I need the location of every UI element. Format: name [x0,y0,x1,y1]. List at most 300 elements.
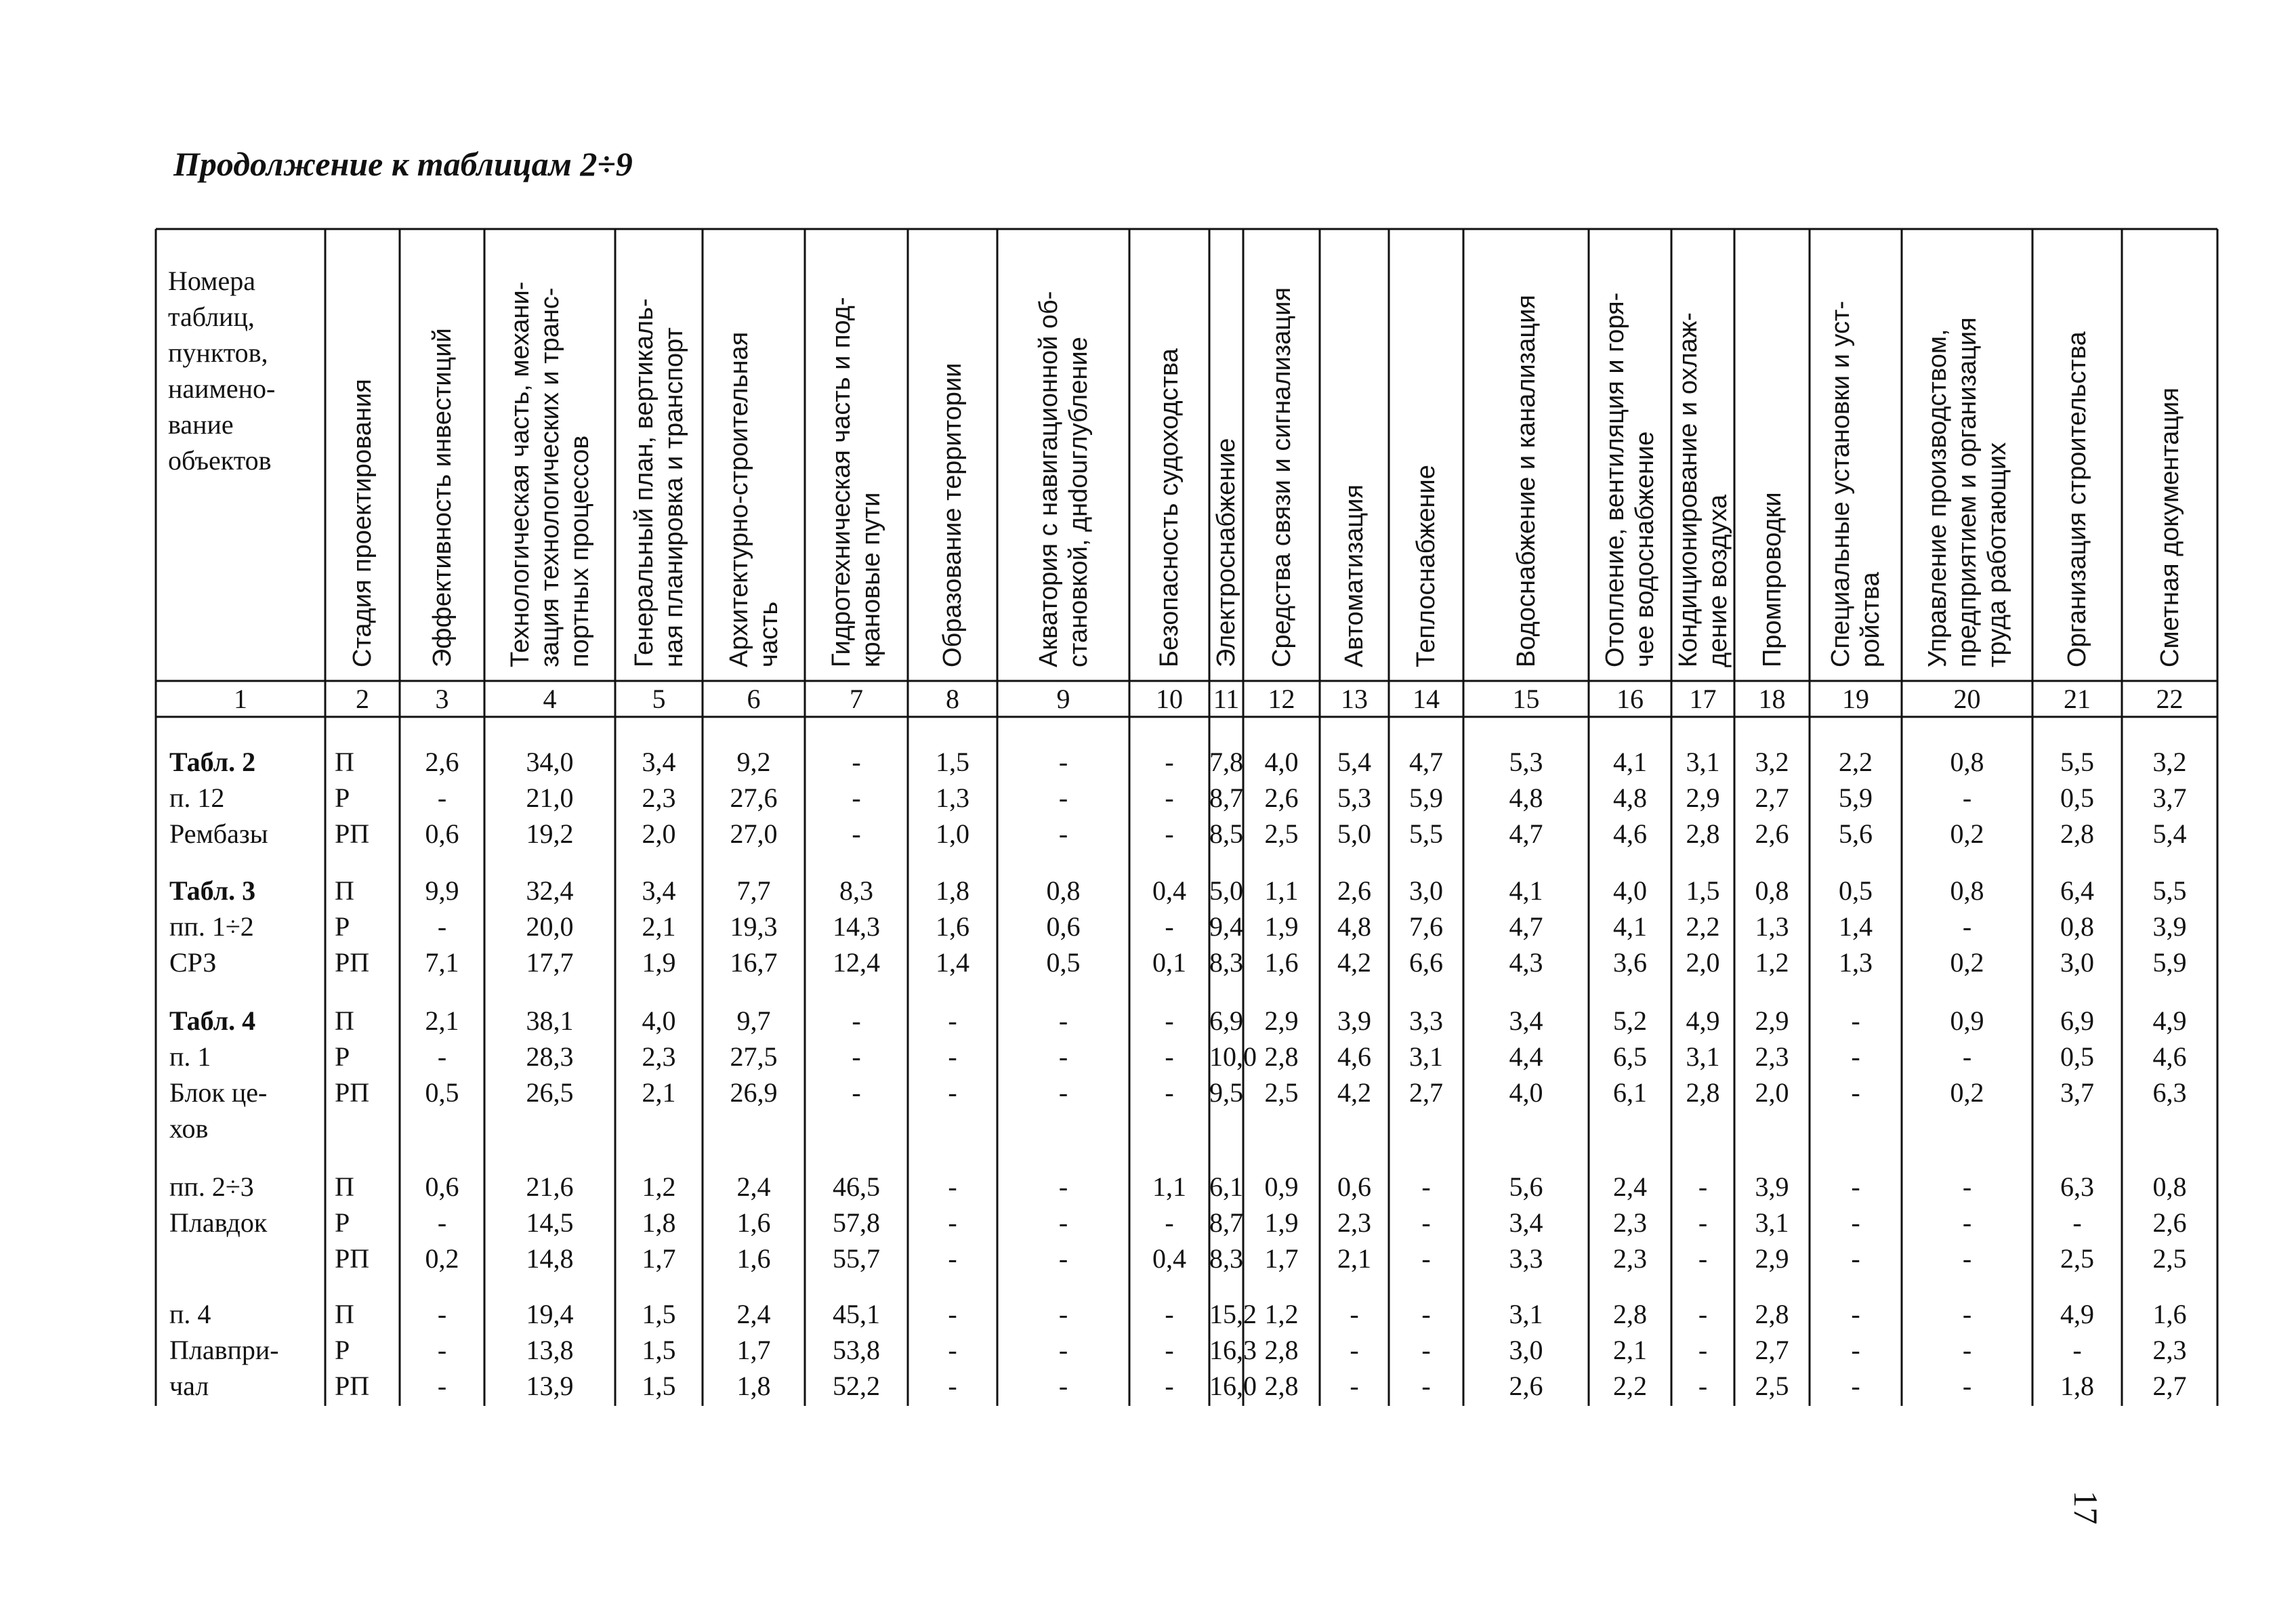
table-cell: 1,7 [1264,1243,1299,1274]
table-cell: 46,5 [833,1171,880,1202]
table-cell: - [1962,1299,1972,1329]
table-cell: - [1421,1207,1431,1238]
table-cell: 6,9 [1209,1005,1243,1036]
table-cell: - [1698,1207,1708,1238]
table-cell: 8,7 [1209,1207,1243,1238]
table-cell: - [1165,818,1174,849]
column-number: 14 [1413,684,1440,714]
table-cell: 4,0 [1264,747,1299,777]
table-cell: 57,8 [833,1207,880,1238]
column-header: Водоснабжение и канализация [1511,295,1541,667]
row-group-label: Табл. 2 [169,747,256,777]
table-cell: - [1421,1243,1431,1274]
table-cell: 2,3 [1613,1243,1647,1274]
table-cell: 5,0 [1209,875,1243,906]
table-cell: Р [335,783,350,813]
table-cell: 8,3 [839,875,873,906]
table-cell: 0,8 [1950,875,1984,906]
table-cell: 2,7 [2152,1371,2187,1401]
table-cell: 2,1 [1613,1335,1647,1365]
table-cell: 3,7 [2060,1077,2094,1108]
table-cell: 2,6 [2152,1207,2187,1238]
table-cell: 9,7 [736,1005,771,1036]
table-cell: - [1851,1171,1860,1202]
table-cell: 5,2 [1613,1005,1647,1036]
table-cell: 2,6 [1337,875,1371,906]
table-cell: 0,5 [2060,1041,2094,1072]
table-cell: 6,1 [1613,1077,1647,1108]
table-cell: 0,8 [1950,747,1984,777]
row-group-label: п. 4 [169,1299,211,1329]
table-cell: 8,5 [1209,818,1243,849]
table-cell: 6,3 [2060,1171,2094,1202]
table-cell: - [1851,1041,1860,1072]
table-cell: 45,1 [833,1299,880,1329]
column-header: Управление производством, предприятием и организация труда работающих [1923,317,2011,667]
table-cell: 2,4 [736,1299,771,1329]
column-number: 4 [543,684,557,714]
column-number: 3 [435,684,449,714]
table-cell: 4,2 [1337,1077,1371,1108]
table-cell: 2,3 [2152,1335,2187,1365]
table-cell: 12,4 [833,947,880,978]
table-cell: 6,3 [2152,1077,2187,1108]
table-cell: 2,8 [2060,818,2094,849]
table-cell: 0,4 [1152,1243,1186,1274]
column-header: Автоматизация [1340,484,1369,667]
column-number: 20 [1953,684,1981,714]
table-cell: 1,5 [1686,875,1720,906]
table-cell: 3,4 [642,747,676,777]
table-cell: 3,0 [2060,947,2094,978]
row-group-label: пп. 1÷2 [169,911,254,942]
table-cell: 0,6 [425,1171,459,1202]
table-cell: - [1165,1335,1174,1365]
table-cell: 3,1 [1755,1207,1789,1238]
table-cell: - [852,818,861,849]
table-cell: 1,6 [936,911,969,942]
table-cell: РП [335,818,370,849]
table-cell: 26,5 [526,1077,574,1108]
table-cell: 1,1 [1264,875,1299,906]
table-cell: 4,1 [1509,875,1543,906]
table-cell: 19,4 [526,1299,574,1329]
column-header: Образование территории [938,362,967,667]
table-cell: 8,3 [1209,947,1243,978]
table-cell: 0,9 [1264,1171,1299,1202]
table-cell: Р [335,1041,350,1072]
table-cell: 19,2 [526,818,574,849]
table-cell: 6,1 [1209,1171,1243,1202]
table-cell: 16,0 [1209,1371,1257,1401]
table-cell: 15,2 [1209,1299,1257,1329]
table-cell: - [1421,1299,1431,1329]
table-cell: П [335,747,354,777]
table-cell: 0,6 [1046,911,1081,942]
table-cell: 3,9 [1337,1005,1371,1036]
table-cell: РП [335,1243,370,1274]
table-cell: 5,6 [1839,818,1873,849]
table-cell: 2,1 [425,1005,459,1036]
column-number: 21 [2064,684,2091,714]
table-cell: 1,4 [1839,911,1873,942]
table-cell: 2,8 [1686,1077,1720,1108]
table-cell: 2,9 [1755,1243,1789,1274]
table-cell: 2,6 [1509,1371,1543,1401]
table-cell: - [1421,1371,1431,1401]
table-cell: 2,7 [1755,783,1789,813]
table-cell: 2,5 [1264,818,1299,849]
table-cell: 3,2 [2152,747,2187,777]
column-number: 2 [356,684,369,714]
table-cell: 4,8 [1613,783,1647,813]
table-cell: 5,4 [1337,747,1371,777]
table-cell: 2,6 [1264,783,1299,813]
table-cell: 4,7 [1509,911,1543,942]
row-group-label: хов [169,1113,209,1144]
table-cell: 2,1 [1337,1243,1371,1274]
table-cell: - [1165,911,1174,942]
table-cell: 1,8 [736,1371,771,1401]
table-cell: 2,7 [1755,1335,1789,1365]
table-cell: - [1962,1171,1972,1202]
table-cell: - [1851,1299,1860,1329]
table-cell: 3,1 [1409,1041,1443,1072]
table-cell: 4,9 [1686,1005,1720,1036]
table-cell: - [1962,1041,1972,1072]
table-cell: 1,3 [1755,911,1789,942]
table-cell: - [1165,783,1174,813]
table-cell: 4,1 [1613,911,1647,942]
table-cell: - [1851,1371,1860,1401]
table-cell: - [1851,1243,1860,1274]
table-cell: 3,1 [1686,747,1720,777]
table-cell: - [1058,818,1068,849]
column-number: 16 [1616,684,1644,714]
table-cell: Р [335,1207,350,1238]
table-cell: П [335,875,354,906]
table-cell: 5,3 [1337,783,1371,813]
table-cell: - [1165,1207,1174,1238]
table-cell: - [1962,1207,1972,1238]
table-cell: 5,3 [1509,747,1543,777]
table-cell: 9,4 [1209,911,1243,942]
table-cell: 16,7 [730,947,778,978]
table-cell: 27,0 [730,818,778,849]
table-cell: - [948,1335,957,1365]
table-cell: П [335,1171,354,1202]
column-header: Архитектурно-строительная часть [724,331,783,667]
table-cell: 0,6 [425,818,459,849]
table-cell: 3,4 [642,875,676,906]
table-cell: 0,5 [425,1077,459,1108]
table-cell: 1,0 [936,818,969,849]
table-cell: - [852,1077,861,1108]
column-number: 18 [1758,684,1786,714]
table-cell: 1,2 [642,1171,676,1202]
column-number: 22 [2156,684,2184,714]
table-cell: - [1350,1299,1359,1329]
table-cell: - [2072,1207,2082,1238]
table-cell: 2,3 [1613,1207,1647,1238]
table-cell: - [1350,1371,1359,1401]
column-number: 11 [1213,684,1240,714]
table-cell: 1,9 [642,947,676,978]
page-number: 17 [2067,1491,2105,1524]
column-header: Специальные установки и уст- ройства [1827,300,1885,667]
column-number: 8 [946,684,959,714]
column-number: 12 [1268,684,1295,714]
table-cell: - [1058,1335,1068,1365]
table-cell: - [1058,1207,1068,1238]
table-cell: - [1058,747,1068,777]
table-cell: 2,8 [1264,1041,1299,1072]
table-cell: 7,7 [736,875,771,906]
table-cell: 1,5 [642,1335,676,1365]
table-cell: 3,4 [1509,1207,1543,1238]
column-header: Отопление, вентиляция и горя- чее водоснабжение [1601,292,1659,667]
table-cell: 2,0 [1686,947,1720,978]
table-cell: - [1698,1243,1708,1274]
table-cell: 2,7 [1409,1077,1443,1108]
table-cell: 2,8 [1264,1335,1299,1365]
table-cell: 1,1 [1152,1171,1186,1202]
table-cell: 2,5 [2152,1243,2187,1274]
table-cell: - [948,1299,957,1329]
table-cell: - [1851,1335,1860,1365]
table-cell: 5,5 [2152,875,2187,906]
table-cell: 53,8 [833,1335,880,1365]
table-cell: - [1165,1371,1174,1401]
table-cell: 1,2 [1264,1299,1299,1329]
table-cell: Р [335,1335,350,1365]
table-cell: - [437,1371,447,1401]
table-cell: 3,7 [2152,783,2187,813]
table-cell: 55,7 [833,1243,880,1274]
table-cell: 1,2 [1755,947,1789,978]
column-header: Гидротехническая часть и под- крановые пути [827,297,885,667]
table-cell: - [948,1077,957,1108]
table-cell: 0,8 [1755,875,1789,906]
table-cell: 14,3 [833,911,880,942]
table-cell: 9,2 [736,747,771,777]
table-cell: 1,4 [936,947,969,978]
table-cell: 0,2 [425,1243,459,1274]
table-cell: 5,6 [1509,1171,1543,1202]
table-cell: 38,1 [526,1005,574,1036]
column-number: 6 [747,684,761,714]
table-cell: 2,3 [1755,1041,1789,1072]
table-cell: - [1851,1005,1860,1036]
table-cell: 4,9 [2060,1299,2094,1329]
column-header: Кондиционирование и охлаж- дение воздуха [1673,312,1732,667]
table-cell: - [1851,1207,1860,1238]
table-cell: - [1058,1005,1068,1036]
table-cell: 17,7 [526,947,574,978]
table-cell: 28,3 [526,1041,574,1072]
table-cell: - [437,1335,447,1365]
page-title: Продолжение к таблицам 2÷9 [173,145,633,183]
row-group-label: Плавдок [169,1207,268,1238]
table-cell: Р [335,911,350,942]
table-cell: - [1165,1005,1174,1036]
table-cell: 0,2 [1950,947,1984,978]
column-header: Организация строительства [2063,331,2091,667]
table-cell: - [1962,1371,1972,1401]
table-cell: - [1962,783,1972,813]
table-cell: - [1698,1371,1708,1401]
table-cell: - [1165,1077,1174,1108]
table-cell: - [852,1041,861,1072]
table-cell: 4,6 [1337,1041,1371,1072]
table-cell: 20,0 [526,911,574,942]
row-group-label: п. 12 [169,783,225,813]
table-cell: 1,6 [736,1207,771,1238]
table-cell: 5,9 [1409,783,1443,813]
column-header: Сметная документация [2155,388,2184,667]
table-cell: 4,4 [1509,1041,1543,1072]
table-cell: 3,3 [1509,1243,1543,1274]
table-cell: РП [335,947,370,978]
table-cell: 0,5 [2060,783,2094,813]
table-cell: 5,0 [1337,818,1371,849]
table-cell: 2,2 [1686,911,1720,942]
table-cell: - [948,1041,957,1072]
table-cell: 4,8 [1337,911,1371,942]
table-cell: - [948,1371,957,1401]
table-cell: - [948,1207,957,1238]
table-cell: - [1698,1171,1708,1202]
table-cell: - [1058,1171,1068,1202]
row-group-label: чал [169,1371,209,1401]
table-cell: 0,8 [2060,911,2094,942]
table-cell: 0,8 [1046,875,1081,906]
table-cell: 2,5 [2060,1243,2094,1274]
table-cell: 3,9 [2152,911,2187,942]
table-cell: 4,8 [1509,783,1543,813]
table-cell: 4,2 [1337,947,1371,978]
table-cell: - [1165,747,1174,777]
table-cell: - [1421,1335,1431,1365]
table-cell: - [1851,1077,1860,1108]
table-cell: 4,9 [2152,1005,2187,1036]
column-number: 15 [1512,684,1540,714]
table-cell: 32,4 [526,875,574,906]
table-cell: 2,3 [642,783,676,813]
table-cell: РП [335,1371,370,1401]
table-cell: 2,4 [1613,1171,1647,1202]
table-cell: 2,6 [425,747,459,777]
table-cell: 9,5 [1209,1077,1243,1108]
table-cell: 8,3 [1209,1243,1243,1274]
table-cell: 14,5 [526,1207,574,1238]
table-cell: 6,6 [1409,947,1443,978]
table-cell: 0,4 [1152,875,1186,906]
table-cell: - [1350,1335,1359,1365]
table-cell: - [437,1207,447,1238]
column-number: 9 [1056,684,1070,714]
table-cell: 4,6 [1613,818,1647,849]
table-cell: - [2072,1335,2082,1365]
column-header: Теплоснабжение [1412,465,1440,667]
table-cell: - [437,911,447,942]
table-cell: 4,7 [1409,747,1443,777]
table-cell: 1,8 [936,875,969,906]
table-cell: П [335,1299,354,1329]
table-cell: 5,5 [1409,818,1443,849]
table-cell: 2,3 [1337,1207,1371,1238]
table-cell: 0,5 [1839,875,1873,906]
table-cell: - [437,1041,447,1072]
column-header: Электроснабжение [1212,438,1240,667]
table-cell: 6,9 [2060,1005,2094,1036]
table-cell: 1,3 [1839,947,1873,978]
table-cell: 2,8 [1264,1371,1299,1401]
table-cell: - [1165,1299,1174,1329]
table-cell: - [1058,1371,1068,1401]
column-header: Безопасность судоходства [1155,348,1184,667]
table-cell: 14,8 [526,1243,574,1274]
table-cell: 0,2 [1950,1077,1984,1108]
row-group-label: п. 1 [169,1041,211,1072]
table-cell: 6,4 [2060,875,2094,906]
table-cell: 7,6 [1409,911,1443,942]
table-cell: 3,6 [1613,947,1647,978]
table-cell: 2,6 [1755,818,1789,849]
table-cell: - [852,747,861,777]
table-cell: 1,5 [642,1299,676,1329]
column-header: Эффективность инвестиций [427,328,457,667]
column-header: Промпроводки [1757,492,1787,667]
table-cell: 2,3 [642,1041,676,1072]
table-cell: 4,0 [1613,875,1647,906]
table-cell: 3,1 [1509,1299,1543,1329]
table-cell: - [1058,1243,1068,1274]
table-cell: РП [335,1077,370,1108]
table-cell: 5,9 [2152,947,2187,978]
data-table [156,229,2217,1406]
table-cell: 7,1 [425,947,459,978]
table-cell: 1,8 [642,1207,676,1238]
table-cell: 2,8 [1755,1299,1789,1329]
table-cell: 1,6 [1264,947,1299,978]
column-number: 7 [850,684,863,714]
row-group-label: Табл. 4 [169,1005,256,1036]
table-cell: 27,6 [730,783,778,813]
table-cell: 2,8 [1686,818,1720,849]
table-cell: 2,8 [1613,1299,1647,1329]
table-cell: - [852,1005,861,1036]
column-header: Акватория с навигационной об- становкой, днdouглубление [1034,291,1093,667]
table-cell: 1,7 [736,1335,771,1365]
table-cell: 7,8 [1209,747,1243,777]
table-cell: - [948,1171,957,1202]
row-group-label: пп. 2÷3 [169,1171,254,1202]
column-number: 17 [1689,684,1717,714]
table-cell: 1,5 [936,747,969,777]
table-cell: 1,5 [642,1371,676,1401]
table-cell: 4,7 [1509,818,1543,849]
column-header: Стадия проектирования [348,379,377,667]
table-cell: 5,4 [2152,818,2187,849]
table-cell: 2,0 [642,818,676,849]
table-cell: 3,4 [1509,1005,1543,1036]
table-cell: 5,9 [1839,783,1873,813]
table-cell: 2,5 [1264,1077,1299,1108]
table-cell: 4,3 [1509,947,1543,978]
table-cell: 9,9 [425,875,459,906]
table-cell: 3,2 [1755,747,1789,777]
